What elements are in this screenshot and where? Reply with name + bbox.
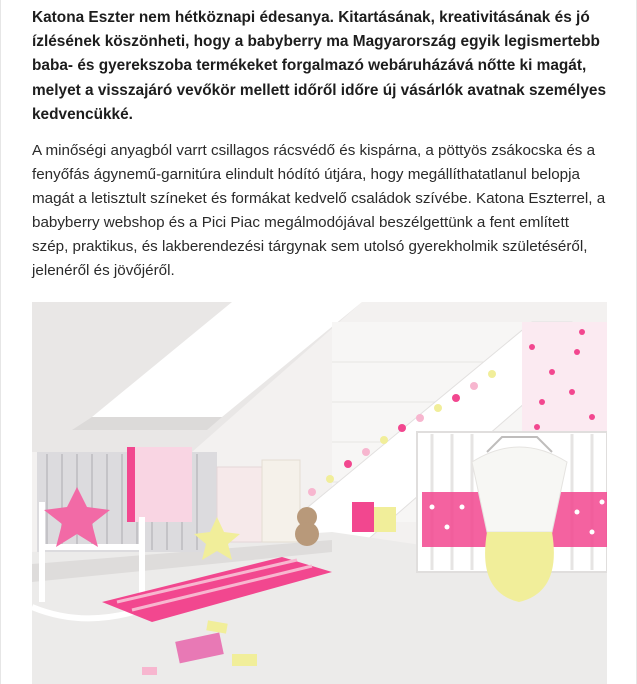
pink-blanket [127,447,192,522]
article-lead: Katona Eszter nem hétköznapi édesanya. Kitartásának, kreativitásának és jó ízlésének köszönheti, hogy a babyberry ma Magyarország egyik legismertebb baba- és gyerekszoba termékeket forgalmazó webáruházává nőtte ki magát, melyet a visszajáró vevőkör mellett időről időre új vásárlók avatnak személyes kedvencükké. [32,9,607,123]
article-body: A minőségi anyagból varrt csillagos rácsvédő és kispárna, a pöttyös zsákocska és a fenyőfás ágynemű-garnitúra elindult hódító útjára, hogy megállíthatatlanul belopja magát a letisztult színeket és formákat kedvelő családok szívébe. Katona Eszterrel, a babyberry webshop és a Pici Piac megálmodójával beszélgettünk a fent említett szép, praktikus, és lakberendezési tárgynak sem utolsó gyerekholmik születéséről, jelenéről és jövőjéről. [32,142,606,280]
nursery-illustration [32,302,607,684]
article [32,6,608,283]
paper-bag [217,467,262,542]
gift-box [352,502,374,532]
nursery-photo [32,302,607,684]
